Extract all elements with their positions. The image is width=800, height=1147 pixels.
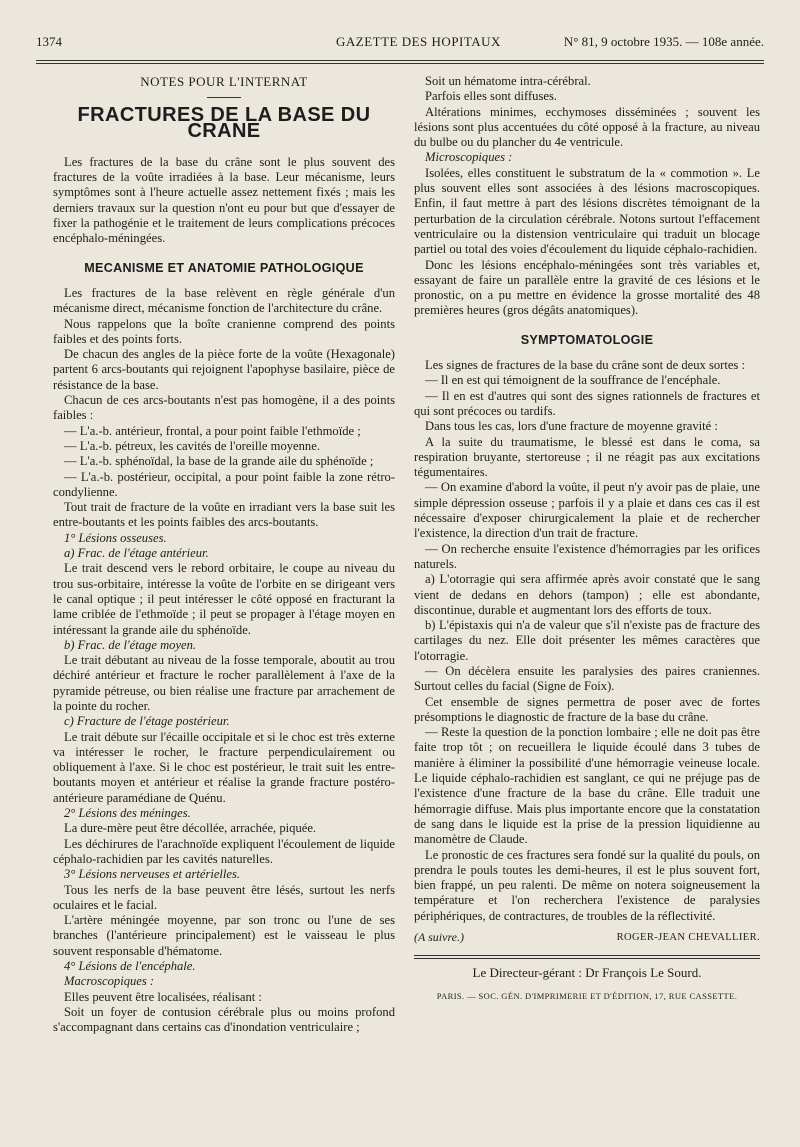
right-column	[414, 74, 760, 1127]
paragraph: Parfois elles sont diffuses.	[425, 89, 557, 104]
paragraph: La dure-mère peut être décollée, arrachée, piquée.	[64, 821, 317, 836]
subheading: Macroscopiques :	[64, 974, 155, 989]
signature-line	[414, 930, 760, 945]
section-title-mecanisme: MECANISME ET ANATOMIE PATHOLOGIQUE	[84, 260, 364, 275]
printer-line: PARIS. — SOC. GÉN. D'IMPRIMERIE ET D'ÉDITION, 17, RUE CASSETTE.	[436, 990, 738, 1001]
paragraph: — On examine d'abord la voûte, il peut n'y avoir pas de plaie, une simple dépression osseuse ; parfois il y a plaie et dans ces cas il est nécessaire d'exposer chirurgicalement la plaie et de rechercher l'existence, la direction d'un trait de fracture.	[414, 480, 760, 541]
paragraph: Donc les lésions encéphalo-méningées sont très variables et, essayant de faire un parallèle entre la gravité de ces lésions et le pronostic, on a pu mettre en évidence la grosse mortalité des 48 premières heures (gros dégâts anatomiques).	[414, 257, 760, 318]
paragraph: — Il en est d'autres qui sont des signes rationnels de fractures et qui sont précoces ou tardifs.	[414, 388, 760, 418]
list-item: — L'a.-b. antérieur, frontal, a pour point faible l'ethmoïde ;	[64, 423, 361, 438]
to-follow: (A suivre.)	[414, 930, 464, 945]
paragraph: — On décèlera ensuite les paralysies des paires craniennes. Surtout celles du facial (Signe de Foix).	[414, 663, 760, 694]
section-title-symptomatologie: SYMPTOMATOLOGIE	[520, 332, 654, 347]
paragraph: Soit un hématome intra-cérébral.	[425, 74, 591, 88]
paragraph: Elles peuvent être localisées, réalisant :	[64, 989, 262, 1004]
paragraph: — Reste la question de la ponction lombaire ; elle ne doit pas être faite trop tôt ; on recueillera le liquide écoulé dans 3 tubes de manière à éliminer la possibilité d'une hémorragie veineuse locale. Le liquide céphalo-rachidien est sanglant, ce qui ne préjuge pas de l'existence d'une fracture de la base du crâne. Elle traduit une hémorragie diffuse. Mais plus importante encore que la constatation de sang dans le liquide est la prise de la pression liquidienne au manomètre de Claude.	[414, 725, 760, 847]
subheading: 4° Lésions de l'encéphale.	[64, 959, 196, 974]
subheading: 1° Lésions osseuses.	[64, 530, 167, 545]
paragraph: Isolées, elles constituent le substratum de la « commotion ». Le plus souvent elles sont associées à des lésions macroscopiques. Enfin, il faut mettre à part des lésions discrètes témoignant de la perturbation de la circulation cérébrale. Notons surtout l'effacement ventriculaire ou la distension ventriculaire qui traduit un blocage partiel ou total des voies d'écoulement du liquide céphalo-rachidien.	[414, 165, 760, 257]
paragraph: Soit un foyer de contusion cérébrale plus ou moins profond s'accompagnant dans certains cas d'inondation ventriculaire ;	[53, 1004, 395, 1035]
header-rule-top	[36, 60, 764, 61]
paragraph: Le trait débute sur l'écaille occipitale et si le choc est très externe va intéresser le rocher, le fracture perpendiculairement ou obliquement à l'axe. Si le choc est postérieur, le trait suit les entre-boutants moyen et antérieur et réalise la grande fracture postéro-antérieure paramédiane de Quénu.	[53, 729, 395, 805]
page-header	[36, 34, 764, 56]
paragraph: Le trait descend vers le rebord orbitaire, le coupe au niveau du trou sus-orbitaire, intéresse la voûte de l'orbite en se dirigeant vers le canal optique ; il peut intéresser le côté opposé en fracturant la lame criblée de l'ethmoïde ; il peut se propager à l'étage moyen en intéressant la grande aile du sphénoïde.	[53, 561, 395, 637]
paragraph: Le pronostic de ces fractures sera fondé sur la qualité du pouls, on prendra le pouls toutes les demi-heures, il est le plus souvent fort, bien frappé, un peu ralenti. De même on notera soigneusement la température et l'on recherchera l'existence de paralysies périphériques, de contractures, de troubles de la réflectivité.	[414, 847, 760, 923]
list-item: — L'a.-b. pétreux, les cavités de l'oreille moyenne.	[64, 438, 320, 453]
paragraph: De chacun des angles de la pièce forte de la voûte (Hexagonale) partent 6 arcs-boutants qui rejoignent l'apophyse basilaire, pièce de résistance de la base.	[53, 347, 395, 392]
paragraph: A la suite du traumatisme, le blessé est dans le coma, sa respiration bruyante, stertoreuse ; il ne réagit pas aux excitations tégumentaires.	[414, 434, 760, 480]
paragraph: Nous rappelons que la boîte cranienne comprend des points faibles et des points forts.	[53, 316, 395, 346]
subheading: 3° Lésions nerveuses et artérielles.	[64, 867, 241, 882]
paragraph: Le trait débutant au niveau de la fosse temporale, aboutit au trou déchiré antérieur et fracture le rocher parallèlement à l'axe de la pyramide pétreuse, ou bien réalise une fracture par arrachement de la pointe du rocher.	[53, 653, 395, 713]
paragraph: Dans tous les cas, lors d'une fracture de moyenne gravité :	[425, 419, 718, 434]
paragraph: Tous les nerfs de la base peuvent être lésés, surtout les nerfs oculaires et le facial.	[53, 882, 395, 912]
paragraph: Tout trait de fracture de la voûte en irradiant vers la base suit les entre-boutants et les points faibles des arcs-boutants.	[53, 500, 395, 530]
author-name: ROGER-JEAN CHEVALLIER.	[616, 932, 760, 944]
intro-paragraph: Les fractures de la base du crâne sont le plus souvent des fractures de la voûte irradiées à la base. Leur mécanisme, leurs symptômes sont à l'heure actuelle assez nettement fixés ; mais les derniers travaux sur la question n'ont eu pour but que d'essayer de fixer la pathogénie et le traitement de leurs complications précoces encéphalo-méningées.	[53, 154, 395, 246]
subheading: a) Frac. de l'étage antérieur.	[64, 546, 209, 561]
issue-info: N° 81, 9 octobre 1935. — 108e année.	[563, 34, 764, 49]
article-title: FRACTURES DE LA BASE DU CRANE	[77, 104, 371, 142]
paragraph: — Il en est qui témoignent de la souffrance de l'encéphale.	[425, 373, 721, 388]
subheading: Microscopiques :	[425, 150, 513, 165]
paragraph: Altérations minimes, ecchymoses disséminées ; souvent les lésions sont plus accentuées du côté opposé à la fracture, au niveau du bulbe ou du plancher du 4e ventricule.	[414, 104, 760, 150]
paragraph: L'artère méningée moyenne, par son tronc ou l'une de ses branches (l'antérieure principalement) est le vaisseau le plus souvent responsable d'hématome.	[53, 913, 395, 958]
title-rule	[207, 97, 241, 98]
director-line: Le Directeur-gérant : Dr François Le Sourd.	[472, 965, 702, 981]
list-item: — L'a.-b. sphénoïdal, la base de la grande aile du sphénoïde ;	[64, 454, 374, 469]
header-rule-bottom	[36, 63, 764, 64]
paragraph: Cet ensemble de signes permettra de poser avec de fortes présomptions le diagnostic de fracture de la base du crâne.	[414, 694, 760, 724]
paragraph: — On recherche ensuite l'existence d'hémorragies par les orifices naturels.	[414, 541, 760, 571]
subheading: 2° Lésions des méninges.	[64, 806, 191, 821]
paragraph: a) L'otorragie qui sera affirmée après avoir constaté que le sang vient de dedans en dehors (tampon) ; elle est abondante, discontinue, durable et augmentant lors des efforts de toux.	[414, 572, 760, 617]
list-item: — L'a.-b. postérieur, occipital, a pour point faible la zone rétro-condylienne.	[53, 469, 395, 499]
paragraph: Les déchirures de l'arachnoïde expliquent l'écoulement de liquide céphalo-rachidien par les cavités naturelles.	[53, 836, 395, 866]
subheading: b) Frac. de l'étage moyen.	[64, 637, 197, 652]
journal-name: GAZETTE DES HOPITAUX	[336, 34, 501, 49]
paragraph: Les fractures de la base relèvent en règle générale d'un mécanisme direct, mécanisme fonction de l'architecture du crâne.	[53, 285, 395, 316]
left-column	[53, 74, 395, 1127]
notes-heading: NOTES POUR L'INTERNAT	[140, 74, 308, 89]
page-number: 1374	[36, 34, 62, 49]
paragraph: Chacun de ces arcs-boutants n'est pas homogène, il a des points faibles :	[53, 393, 395, 423]
subheading: c) Fracture de l'étage postérieur.	[64, 714, 230, 729]
paragraph: b) L'épistaxis qui n'a de valeur que s'il n'existe pas de fracture des cartilages du nez. Elle doit présenter les mêmes caractères que l'otorragie.	[414, 618, 760, 663]
paragraph: Les signes de fractures de la base du crâne sont de deux sortes :	[425, 358, 745, 373]
footer-rule	[414, 955, 760, 959]
